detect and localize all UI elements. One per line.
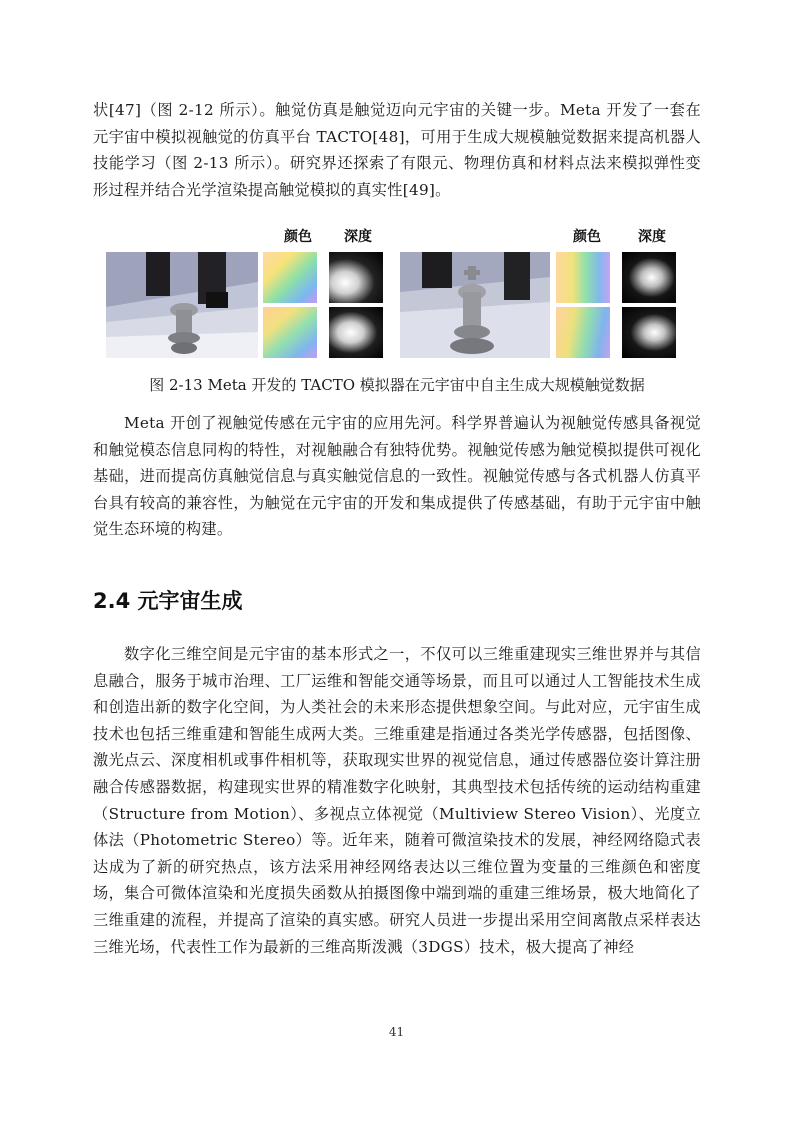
figure-label-depth-1: 深度 (344, 229, 372, 245)
depth-tactile-image-1b (329, 307, 383, 358)
depth-tactile-image-2a (622, 252, 676, 303)
robot-gripper-scene-image (106, 252, 258, 358)
figure-label-color-1: 颜色 (284, 229, 312, 245)
paragraph-generation: 数字化三维空间是元宇宙的基本形式之一，不仅可以三维重建现实三维世界并与其信息融合，服务于城市治理、工厂运维和智能交通等场景，而且可以通过人工智能技术生成和创造出新的数字化空间，为人类社会的未来形态提供想象空间。与此对应，元宇宙生成技术也包括三维重建和智能生成两大类。三维重建是指通过各类光学传感器，包括图像、激光点云、深度相机或事件相机等，获取现实世界的视觉信息，通过传感器位姿计算注册融合传感器数据，构建现实世界的精准数字化映射，其典型技术包括传统的运动结构重建（Structure from Motion）、多视点立体视觉（Multiview Stereo Vision）、光度立体法（Photometric Stereo）等。近年来，随着可微渲染技术的发展，神经网络隐式表达成为了新的研究热点，该方法采用神经网络表达以三维位置为变量的三维颜色和密度场，集合可微体渲染和光度损失函数从拍摄图像中端到端的重建三维场景，极大地简化了三维重建的流程，并提高了渲染的真实感。研究人员进一步提出采用空间离散点采样表达三维光场，代表性工作为最新的三维高斯泼溅（3DGS）技术，极大提高了神经 (93, 645, 701, 956)
figure-caption: 图 2-13 Meta 开发的 TACTO 模拟器在元宇宙中自主生成大规模触觉数据 (149, 376, 645, 394)
depth-tactile-image-1a (329, 252, 383, 303)
depth-tactile-image-2b (622, 307, 676, 358)
paragraph-intro: 状[47]（图 2-12 所示）。触觉仿真是触觉迈向元宇宙的关键一步。Meta 开发了一套在元宇宙中模拟视触觉的仿真平台 TACTO[48]，可用于生成大规模触觉数据来提高机器人技能学习（图 2-13 所示）。研究界还探索了有限元、物理仿真和材料点法来模拟弹性变形过程并结合光学渲染提高触觉模拟的真实性[49]。 (93, 101, 701, 199)
section-heading: 2.4 元宇宙生成 (93, 589, 243, 613)
simulation-scene-right (400, 252, 550, 358)
color-tactile-image-2b (556, 307, 610, 358)
page-number: 41 (388, 1025, 405, 1039)
simulation-scene-left (106, 252, 258, 358)
color-tactile-image-1a (263, 252, 317, 303)
figure-label-depth-2: 深度 (638, 229, 666, 245)
tacto-figure (106, 226, 688, 360)
color-tactile-image-1b (263, 307, 317, 358)
paragraph-meta: Meta 开创了视触觉传感在元宇宙的应用先河。科学界普遍认为视触觉传感具备视觉和触觉模态信息同构的特性，对视触融合有独特优势。视触觉传感为触觉模拟提供可视化基础，进而提高仿真触觉信息与真实触觉信息的一致性。视触觉传感与各式机器人仿真平台具有较高的兼容性，为触觉在元宇宙的开发和集成提供了传感基础，有助于元宇宙中触觉生态环境的构建。 (93, 414, 701, 539)
color-tactile-image-2a (556, 252, 610, 303)
figure-label-color-2: 颜色 (573, 229, 601, 245)
robot-chess-piece-scene-image (400, 252, 550, 358)
